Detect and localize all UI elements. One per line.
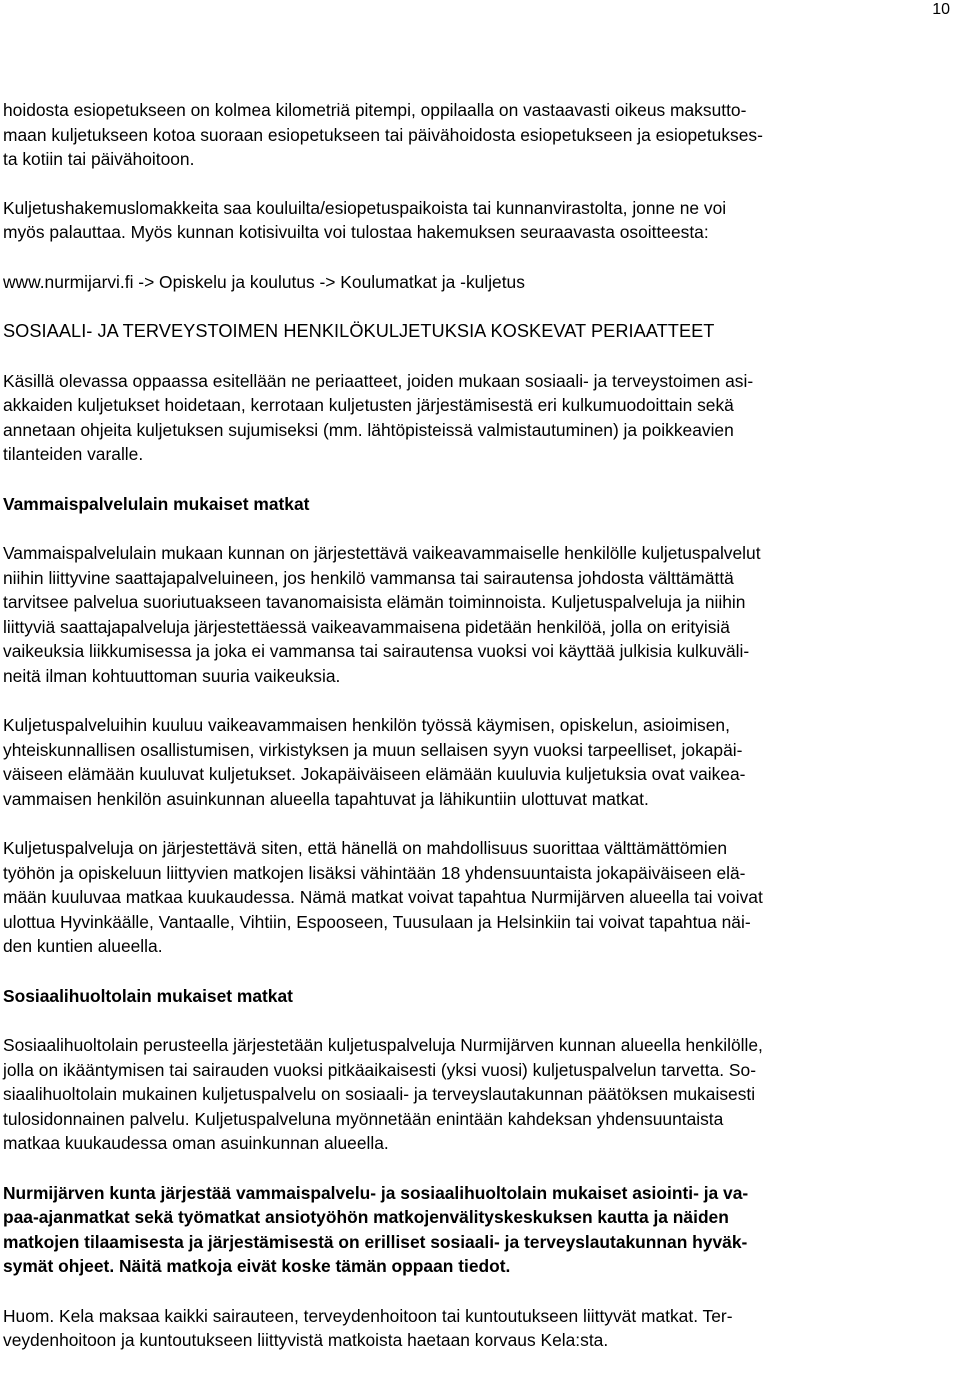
paragraph-line: maan kuljetukseen kotoa suoraan esiopetukseen tai päivähoidosta esiopetukseen ja esiopetukses- [3, 124, 763, 145]
paragraph-line: yhteiskunnallisen osallistumisen, virkistyksen ja muun sellaisen syyn vuoksi tarpeelliset, jokapäi- [3, 739, 743, 760]
paragraph-line: Kuljetuspalveluihin kuuluu vaikeavammaisen henkilön työssä käymisen, opiskelun, asioimisen, [3, 715, 730, 735]
document-body [3, 98, 955, 1353]
paragraph-line: työhön ja opiskeluun liittyvien matkojen lisäksi vähintään 18 yhdensuuntaista jokapäiväiseen elä- [3, 862, 746, 883]
vammaispalvelu-paragraph-1 [3, 541, 955, 688]
paragraph-line: annetaan ohjeita kuljetuksen sujumiseksi (mm. lähtöpisteissä valmistautuminen) ja poikkeavien [3, 419, 734, 440]
paragraph-line: akkaiden kuljetukset hoidetaan, kerrotaan kuljetusten järjestämisestä eri kulkumuodoittain sekä [3, 395, 734, 415]
note-paragraph [3, 1304, 955, 1353]
page-number: 10 [932, 1, 950, 18]
paragraph-line: symät ohjeet. Näitä matkoja eivät koske tämän oppaan tiedot. [3, 1256, 511, 1276]
paragraph-line: myös palauttaa. Myös kunnan kotisivuilta voi tulostaa hakemuksen seuraavasta osoitteesta: [3, 222, 709, 242]
paragraph-line: vammaisen henkilön asuinkunnan alueella tapahtuvat ja lähikuntiin ulottuvat matkat. [3, 788, 649, 809]
intro-paragraph [3, 98, 955, 172]
principles-heading: SOSIAALI- JA TERVEYSTOIMEN HENKILÖKULJETUKSIA KOSKEVAT PERIAATTEET [3, 321, 715, 341]
website-path: www.nurmijarvi.fi -> Opiskelu ja koulutus -> Koulumatkat ja -kuljetus [3, 271, 525, 292]
paragraph-line: vaikeuksia liikkumisessa ja joka ei vammansa tai sairautensa vuoksi voi käyttää julkisia kulkuväli- [3, 641, 750, 661]
paragraph-line: siaalihuoltolain mukainen kuljetuspalvelu on sosiaali- ja terveyslautakunnan päätöksen mukaisesti [3, 1084, 756, 1104]
paragraph-line: den kuntien alueella. [3, 936, 163, 956]
vammaispalvelu-heading: Vammaispalvelulain mukaiset matkat [3, 493, 310, 514]
forms-paragraph [3, 196, 955, 245]
paragraph-line: tarvitsee palvelua suoriutuakseen tavanomaisista elämän toiminnoista. Kuljetuspalveluja ja niihin [3, 592, 746, 612]
paragraph-line: Vammaispalvelulain mukaan kunnan on järjestettävä vaikeavammaiselle henkilölle kuljetuspalvelut [3, 543, 761, 563]
paragraph-line: jolla on ikääntymisen tai sairauden vuoksi pitkäaikaisesti (yksi vuosi) kuljetuspalvelun tarvetta. So- [3, 1059, 756, 1080]
sosiaalihuolto-heading: Sosiaalihuoltolain mukaiset matkat [3, 985, 293, 1006]
paragraph-line: Kuljetuspalveluja on järjestettävä siten, että hänellä on mahdollisuus suorittaa välttämättömien [3, 838, 728, 858]
paragraph-line: veydenhoitoon ja kuntoutukseen liittyvistä matkoista haetaan korvaus Kela:sta. [3, 1330, 609, 1350]
paragraph-line: Käsillä olevassa oppaassa esitellään ne periaatteet, joiden mukaan sosiaali- ja terveystoimen asi- [3, 370, 754, 391]
principles-paragraph [3, 369, 955, 467]
paragraph-line: mään kuuluvaa matkaa kuukaudessa. Nämä matkat voivat tapahtua Nurmijärven alueella tai voivat [3, 887, 763, 907]
paragraph-line: väiseen elämään kuuluvat kuljetukset. Jokapäiväiseen elämään kuuluvia kuljetuksia ovat vaikea- [3, 764, 746, 784]
paragraph-line: liittyviä saattajapalveluja järjestettäessä vaikeavammaisena pidetään henkilöä, jolla on erityisiä [3, 616, 730, 637]
paragraph-line: matkojen tilaamisesta ja järjestämisestä on erilliset sosiaali- ja terveyslautakunnan hyväk- [3, 1231, 748, 1252]
paragraph-line: Nurmijärven kunta järjestää vammaispalvelu- ja sosiaalihuoltolain mukaiset asiointi- ja va- [3, 1182, 749, 1203]
paragraph-line: neitä ilman kohtuuttoman suuria vaikeuksia. [3, 665, 341, 686]
vammaispalvelu-paragraph-3 [3, 836, 955, 959]
paragraph-line: matkaa kuukaudessa oman asuinkunnan alueella. [3, 1133, 389, 1153]
paragraph-line: paa-ajanmatkat sekä työmatkat ansiotyöhön matkojenvälityskeskuksen kautta ja näiden [3, 1207, 729, 1227]
paragraph-line: tulosidonnainen palvelu. Kuljetuspalveluna myönnetään enintään kahdeksan yhdensuuntaista [3, 1108, 724, 1129]
paragraph-line: Huom. Kela maksaa kaikki sairauteen, terveydenhoitoon tai kuntoutukseen liittyvät matkat. Ter- [3, 1305, 733, 1326]
paragraph-line: niihin liittyvine saattajapalveluineen, jos henkilö vammansa tai sairautensa johdosta välttämättä [3, 567, 734, 588]
paragraph-line: tilanteiden varalle. [3, 444, 144, 464]
paragraph-line: ulottua Hyvinkäälle, Vantaalle, Vihtiin, Espooseen, Tuusulaan ja Helsinkiin tai voivat tapahtua näi- [3, 911, 751, 932]
paragraph-line: Kuljetushakemuslomakkeita saa kouluilta/esiopetuspaikoista tai kunnanvirastolta, jonne ne voi [3, 197, 727, 218]
bold-notice-paragraph [3, 1181, 955, 1279]
vammaispalvelu-paragraph-2 [3, 713, 955, 811]
paragraph-line: Sosiaalihuoltolain perusteella järjestetään kuljetuspalveluja Nurmijärven kunnan alueella henkilölle, [3, 1035, 763, 1055]
sosiaalihuolto-paragraph [3, 1033, 955, 1156]
paragraph-line: hoidosta esiopetukseen on kolmea kilometriä pitempi, oppilaalla on vastaavasti oikeus maksutto- [3, 100, 747, 120]
paragraph-line: ta kotiin tai päivähoitoon. [3, 149, 195, 169]
